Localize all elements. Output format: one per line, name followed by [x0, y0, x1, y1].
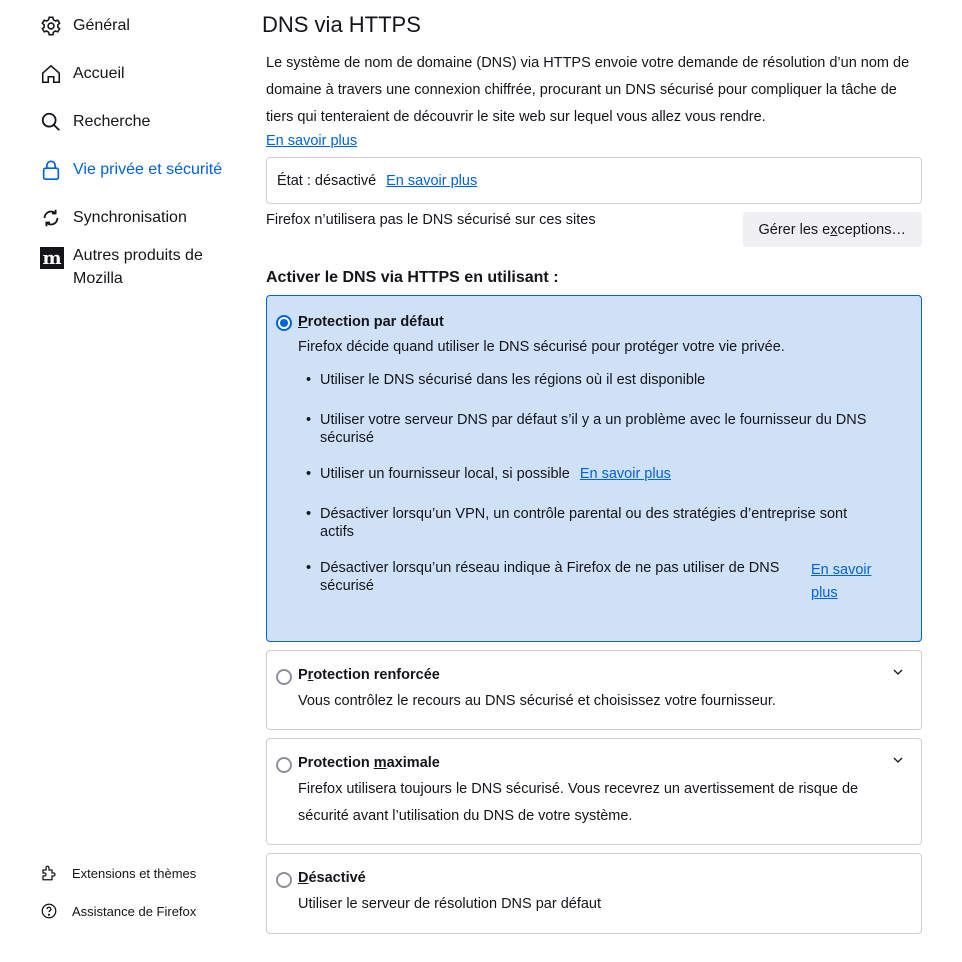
chevron-down-icon[interactable] [893, 755, 903, 765]
search-icon [40, 111, 62, 133]
radio-off[interactable] [276, 872, 292, 888]
option-title: otection renforcée [313, 667, 440, 683]
exceptions-text: Firefox n’utilisera pas le DNS sécurisé sur ces sites [266, 212, 596, 228]
bullet-text: • Désactiver lorsqu’un réseau indique à Firefox de ne pas utiliser de DNS sécurisé [320, 560, 780, 594]
bullet-text: • Utiliser un fournisseur local, si possible [320, 466, 570, 482]
option-description: Utiliser le serveur de résolution DNS par défaut [298, 896, 602, 912]
sidebar-item-label: Autres produits de Mozilla [73, 247, 203, 287]
btn-text: Gérer les e [758, 221, 831, 238]
puzzle-icon [40, 864, 58, 882]
radio-default[interactable] [276, 315, 292, 331]
home-icon [40, 63, 62, 85]
btn-text: ceptions… [837, 221, 906, 238]
page-title: DNS via HTTPS [262, 12, 421, 37]
manage-exceptions-button[interactable] [743, 212, 923, 247]
list-item [306, 505, 911, 541]
access-key: D [298, 870, 309, 886]
sidebar [40, 2, 250, 302]
learn-more-link[interactable]: En savoir plus [266, 133, 358, 149]
sidebar-item-search[interactable] [40, 98, 250, 146]
sidebar-item-home[interactable] [40, 50, 250, 98]
bullet-text: • Désactiver lorsqu’un VPN, un contrôle parental ou des stratégies d’entreprise sont actifs [320, 506, 848, 540]
radio-increased[interactable] [276, 669, 292, 685]
option-description: Firefox utilisera toujours le DNS sécurisé. Vous recevrez un avertissement de risque de sécurité avant l’utilisation du DNS de votre système. [298, 781, 859, 824]
option-increased-protection[interactable] [266, 650, 922, 730]
option-title: P [298, 667, 308, 683]
bullet-text: • Utiliser le DNS sécurisé dans les régions où il est disponible [320, 372, 706, 388]
option-description: Vous contrôlez le recours au DNS sécurisé et choisissez votre fournisseur. [298, 693, 776, 709]
dns-description: Le système de nom de domaine (DNS) via HTTPS envoie votre demande de résolution d’un nom de domaine à travers une connexion chiffrée, procurant un DNS sécurisé pour compliquer la tâche de tiers qui tenteraient de découvrir le site web sur lequel vous allez vous rendre. [266, 55, 910, 125]
mozilla-icon: m [40, 247, 64, 269]
firefox-support-link[interactable] [40, 902, 196, 920]
option-description: Firefox décide quand utiliser le DNS sécurisé pour protéger votre vie privée. [298, 339, 785, 355]
option-max-protection[interactable] [266, 738, 922, 845]
section-title: Activer le DNS via HTTPS en utilisant : [266, 269, 559, 286]
feature-list [306, 371, 911, 605]
option-title: aximale [386, 755, 440, 771]
option-title: rotection par défaut [307, 314, 444, 330]
extensions-label: Extensions et thèmes [72, 865, 197, 881]
main-content [262, 12, 922, 942]
network-learn-more-link[interactable]: En savoir plus [811, 562, 872, 601]
access-key: x [830, 221, 838, 238]
gear-icon [40, 15, 62, 37]
extensions-themes-link[interactable] [40, 864, 196, 882]
option-off[interactable] [266, 853, 922, 934]
option-title: ésactivé [308, 870, 366, 886]
sidebar-item-label: Recherche [73, 113, 151, 130]
sidebar-item-label: Accueil [73, 65, 125, 82]
access-key: m [373, 755, 387, 771]
option-title: Protection [298, 755, 374, 771]
lock-icon [40, 159, 62, 181]
support-label: Assistance de Firefox [72, 903, 197, 919]
sync-icon [40, 207, 62, 229]
list-item [306, 411, 911, 447]
sidebar-item-general[interactable] [40, 2, 250, 50]
local-provider-learn-more-link[interactable]: En savoir plus [579, 466, 671, 482]
list-item [306, 465, 911, 483]
radio-max[interactable] [276, 757, 292, 773]
access-key: P [298, 314, 308, 330]
list-item [306, 371, 911, 389]
access-key: r [307, 667, 314, 683]
sidebar-item-privacy[interactable] [40, 146, 250, 194]
status-text: État : désactivé [277, 172, 377, 189]
status-box [266, 157, 922, 204]
sidebar-item-sync[interactable] [40, 194, 250, 242]
sidebar-item-mozilla-products[interactable] [40, 242, 250, 302]
chevron-down-icon[interactable] [893, 667, 903, 677]
status-learn-more-link[interactable]: En savoir plus [386, 172, 478, 189]
option-default-protection[interactable] [266, 295, 922, 642]
bullet-text: • Utiliser votre serveur DNS par défaut s’il y a un problème avec le fournisseur du DNS sécurisé [320, 412, 867, 446]
sidebar-item-label: Vie privée et sécurité [73, 161, 223, 178]
sidebar-item-label: Synchronisation [73, 209, 187, 226]
list-item [306, 559, 911, 605]
sidebar-item-label: Général [73, 17, 130, 34]
help-icon [40, 902, 58, 920]
